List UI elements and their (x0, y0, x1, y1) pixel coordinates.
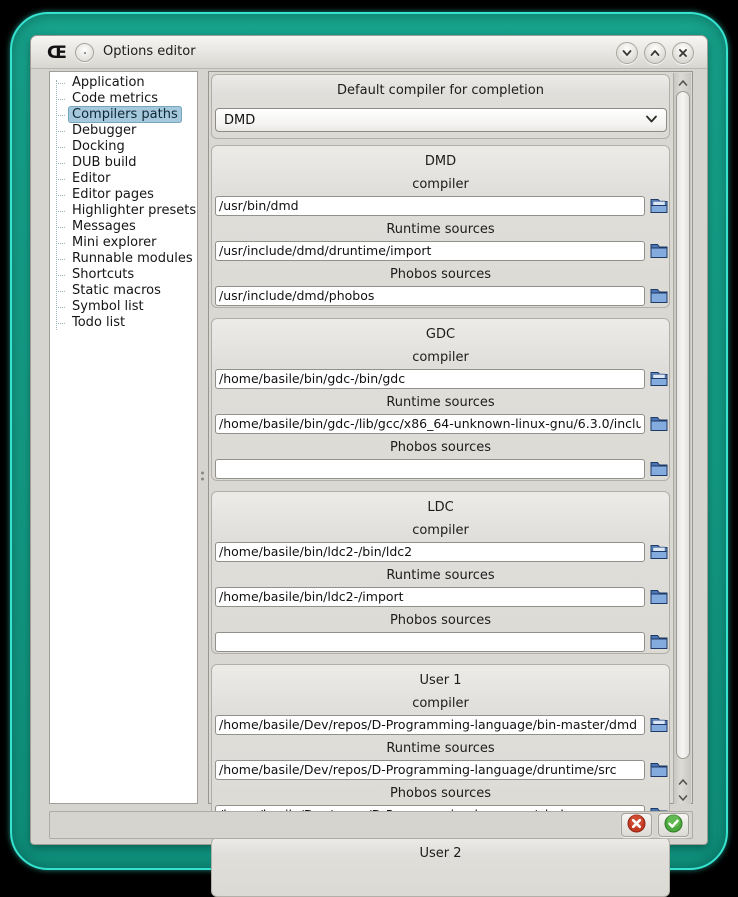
chevron-down-icon (645, 113, 658, 128)
default-compiler-select[interactable] (215, 108, 667, 132)
ok-button[interactable] (658, 813, 689, 837)
sidebar-item-runnable-modules[interactable]: Runnable modules (50, 251, 197, 267)
sidebar-splitter[interactable] (198, 71, 208, 804)
close-icon (677, 47, 689, 59)
field-label: Runtime sources (386, 568, 495, 583)
open-file-icon (649, 721, 669, 736)
field-label: compiler (412, 177, 469, 192)
chevron-up-icon (649, 47, 661, 59)
ldc-runtime-sources-input[interactable] (215, 587, 645, 607)
sidebar-item-editor-pages[interactable]: Editor pages (50, 187, 197, 203)
ldc-phobos-sources-input[interactable] (215, 632, 645, 652)
scrollbar-thumb[interactable] (676, 91, 690, 759)
browse-folder-button[interactable] (647, 458, 669, 480)
browse-folder-button[interactable] (647, 413, 669, 435)
sidebar-item-code-metrics[interactable]: Code metrics (50, 91, 197, 107)
default-compiler-group (211, 74, 670, 139)
field-label: Phobos sources (389, 440, 492, 455)
field-label: Runtime sources (386, 741, 495, 756)
browse-file-button[interactable] (647, 714, 669, 736)
vertical-scrollbar[interactable] (673, 73, 691, 804)
browse-file-button[interactable] (647, 368, 669, 390)
compilers-paths-panel (208, 71, 693, 861)
compiler-group-gdc (211, 318, 670, 481)
scroll-up-button[interactable] (674, 73, 692, 89)
field-label: compiler (412, 350, 469, 365)
folder-icon (649, 638, 669, 653)
field-label: compiler (412, 696, 469, 711)
folder-icon (649, 292, 669, 307)
chevron-down-icon (678, 787, 688, 806)
gdc-runtime-sources-input[interactable] (215, 414, 645, 434)
group-title: User 1 (419, 673, 462, 688)
minimize-button[interactable] (616, 42, 638, 64)
dialog-button-bar (49, 811, 693, 839)
gdc-phobos-sources-input[interactable] (215, 459, 645, 479)
folder-icon (649, 766, 669, 781)
window-title: Options editor (103, 44, 196, 59)
sidebar-item-todo-list[interactable]: Todo list (50, 315, 197, 331)
cancel-icon (627, 814, 646, 837)
dmd-compiler-input[interactable] (215, 196, 645, 216)
field-label: Runtime sources (386, 222, 495, 237)
browse-file-button[interactable] (647, 541, 669, 563)
field-label: Phobos sources (389, 613, 492, 628)
sidebar-item-compilers-paths[interactable]: Compilers paths (50, 107, 197, 123)
sidebar-item-docking[interactable]: Docking (50, 139, 197, 155)
ldc-compiler-input[interactable] (215, 542, 645, 562)
category-sidebar (49, 71, 198, 804)
sidebar-item-highlighter-presets[interactable]: Highlighter presets (50, 203, 197, 219)
dmd-runtime-sources-input[interactable] (215, 241, 645, 261)
close-button[interactable] (672, 42, 694, 64)
sidebar-item-shortcuts[interactable]: Shortcuts (50, 267, 197, 283)
sidebar-item-application[interactable]: Application (50, 75, 197, 91)
folder-icon (649, 247, 669, 262)
compiler-group-user2 (211, 837, 670, 897)
field-label: Phobos sources (389, 267, 492, 282)
sidebar-item-debugger[interactable]: Debugger (50, 123, 197, 139)
folder-icon (649, 593, 669, 608)
folder-icon (649, 420, 669, 435)
cancel-button[interactable] (621, 813, 652, 837)
browse-folder-button[interactable] (647, 631, 669, 653)
field-label: Runtime sources (386, 395, 495, 410)
group-title: User 2 (419, 846, 462, 861)
gdc-compiler-input[interactable] (215, 369, 645, 389)
group-title: DMD (424, 154, 457, 169)
field-label: compiler (412, 523, 469, 538)
coedit-app-icon: Œ (47, 43, 67, 63)
sidebar-item-editor[interactable]: Editor (50, 171, 197, 187)
browse-folder-button[interactable] (647, 285, 669, 307)
compiler-group-user1 (211, 664, 670, 827)
maximize-button[interactable] (644, 42, 666, 64)
category-tree (50, 72, 197, 331)
open-file-icon (649, 375, 669, 390)
open-file-icon (649, 548, 669, 563)
user1-runtime-sources-input[interactable] (215, 760, 645, 780)
sidebar-item-mini-explorer[interactable]: Mini explorer (50, 235, 197, 251)
browse-folder-button[interactable] (647, 240, 669, 262)
dmd-phobos-sources-input[interactable] (215, 286, 645, 306)
group-title: GDC (425, 327, 456, 342)
open-file-icon (649, 202, 669, 217)
scroll-content (211, 74, 672, 861)
user1-compiler-input[interactable] (215, 715, 645, 735)
browse-file-button[interactable] (647, 195, 669, 217)
scroll-down-button[interactable] (674, 788, 692, 804)
chevron-up-icon (678, 72, 688, 91)
chevron-down-icon (621, 47, 633, 59)
window-menu-button[interactable] (75, 43, 94, 62)
combo-value: DMD (224, 112, 256, 128)
titlebar (31, 36, 707, 69)
sidebar-item-symbol-list[interactable]: Symbol list (50, 299, 197, 315)
options-editor-window (30, 35, 708, 861)
group-title: LDC (427, 500, 454, 515)
sidebar-item-static-macros[interactable]: Static macros (50, 283, 197, 299)
ok-icon (664, 814, 683, 837)
browse-folder-button[interactable] (647, 586, 669, 608)
sidebar-item-dub-build[interactable]: DUB build (50, 155, 197, 171)
field-label: Phobos sources (389, 786, 492, 801)
group-title: Default compiler for completion (337, 83, 544, 98)
compiler-group-dmd (211, 145, 670, 308)
sidebar-item-messages[interactable]: Messages (50, 219, 197, 235)
browse-folder-button[interactable] (647, 759, 669, 781)
compiler-group-ldc (211, 491, 670, 654)
folder-icon (649, 465, 669, 480)
